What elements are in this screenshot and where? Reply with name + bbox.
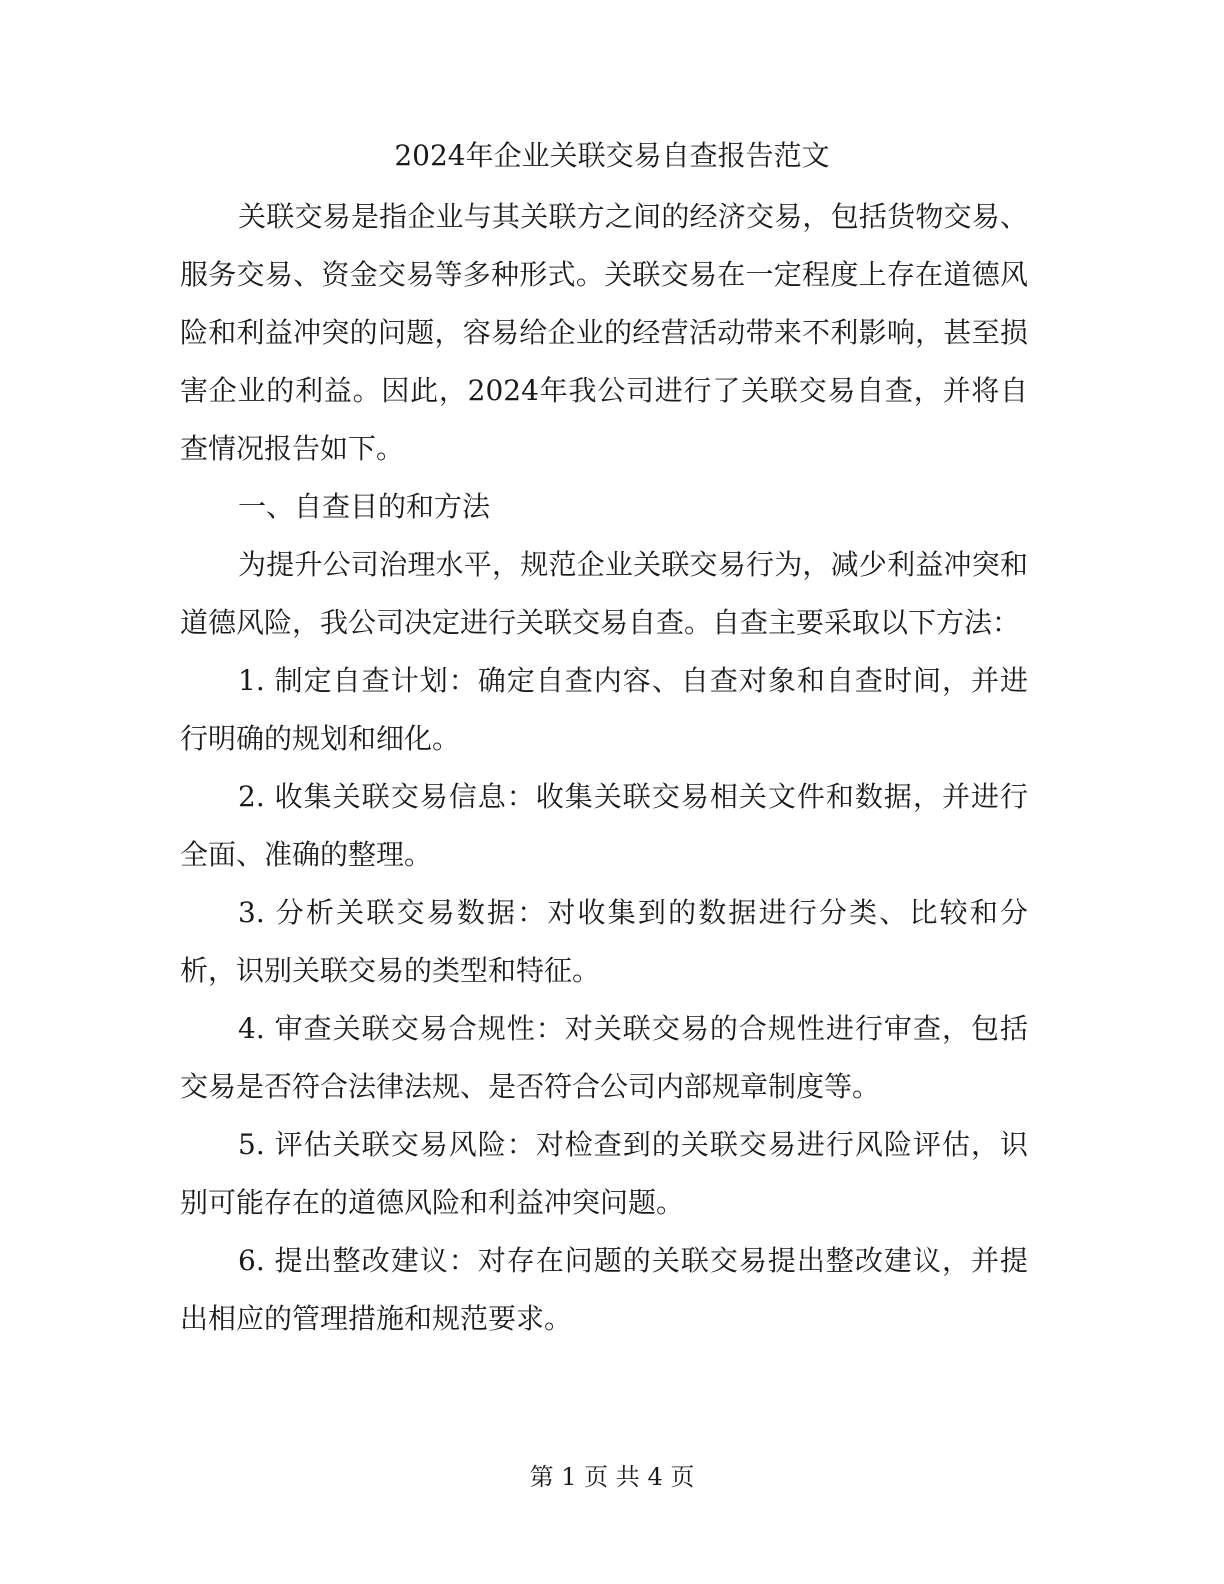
document-body bbox=[180, 188, 1028, 1348]
list-item: 1. 制定自查计划：确定自查内容、自查对象和自查时间，并进行明确的规划和细化。 bbox=[180, 664, 1028, 755]
page-footer: 第 1 页 共 4 页 bbox=[529, 1463, 695, 1491]
list-item: 6. 提出整改建议：对存在问题的关联交易提出整改建议，并提出相应的管理措施和规范要求。 bbox=[180, 1244, 1028, 1335]
section-heading: 一、自查目的和方法 bbox=[238, 490, 491, 523]
list-item: 3. 分析关联交易数据：对收集到的数据进行分类、比较和分析，识别关联交易的类型和特征。 bbox=[180, 896, 1028, 987]
purpose-paragraph: 为提升公司治理水平，规范企业关联交易行为，减少利益冲突和道德风险，我公司决定进行关联交易自查。自查主要采取以下方法： bbox=[180, 548, 1028, 639]
document-title: 2024年企业关联交易自查报告范文 bbox=[394, 139, 830, 172]
intro-paragraph: 关联交易是指企业与其关联方之间的经济交易，包括货物交易、服务交易、资金交易等多种形式。关联交易在一定程度上存在道德风险和利益冲突的问题，容易给企业的经营活动带来不利影响，甚至损害企业的利益。因此，2024年我公司进行了关联交易自查，并将自查情况报告如下。 bbox=[180, 200, 1028, 465]
list-item: 2. 收集关联交易信息：收集关联交易相关文件和数据，并进行全面、准确的整理。 bbox=[180, 780, 1028, 871]
list-item: 4. 审查关联交易合规性：对关联交易的合规性进行审查，包括交易是否符合法律法规、是否符合公司内部规章制度等。 bbox=[180, 1012, 1028, 1103]
list-item: 5. 评估关联交易风险：对检查到的关联交易进行风险评估，识别可能存在的道德风险和利益冲突问题。 bbox=[180, 1128, 1028, 1219]
